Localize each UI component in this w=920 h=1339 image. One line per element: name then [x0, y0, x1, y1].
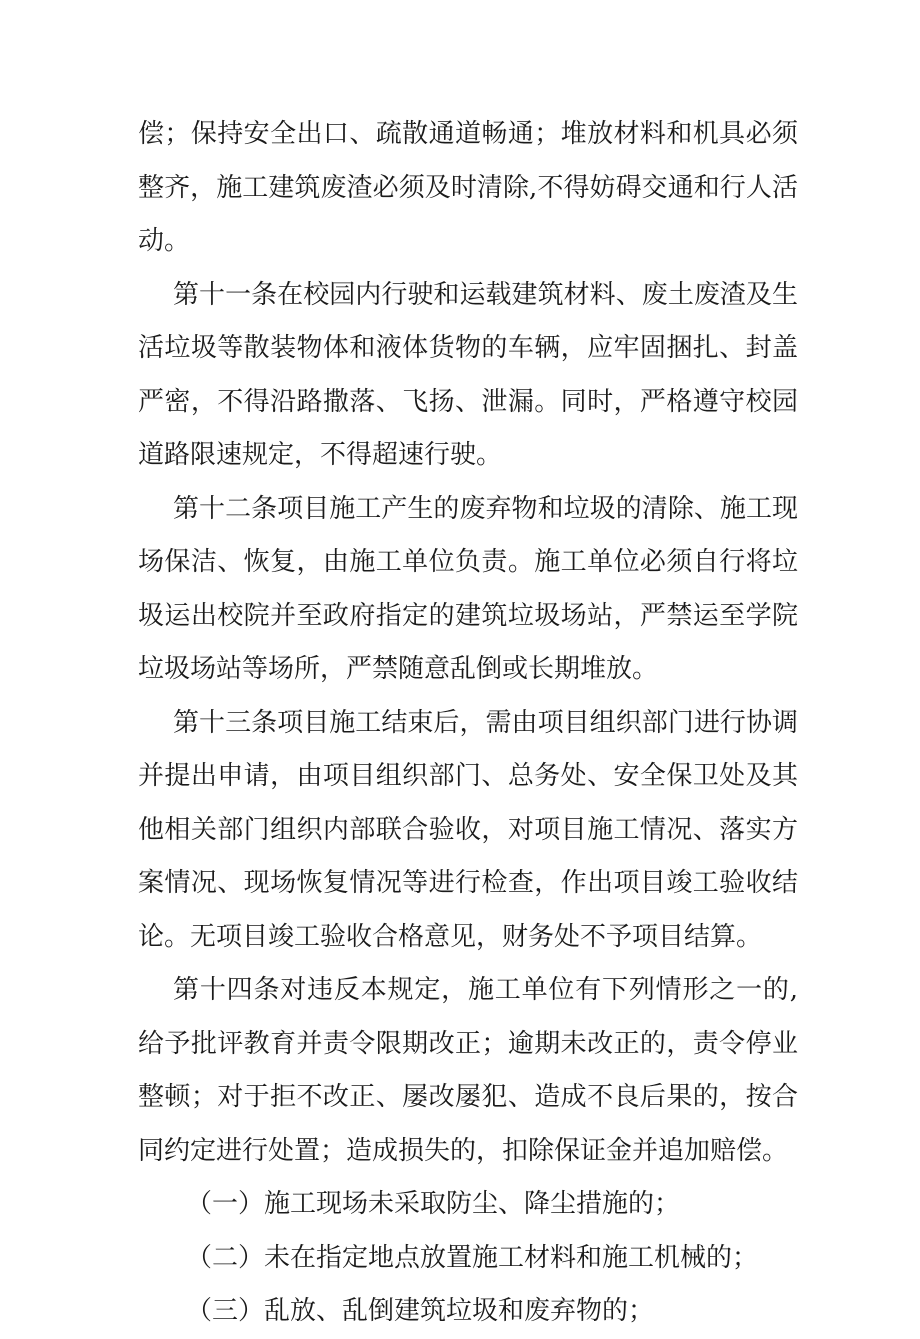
- paragraph-article-13: 第十三条项目施工结束后，需由项目组织部门进行协调并提出申请，由项目组织部门、总务处、安全保卫处及其他相关部门组织内部联合验收，对项目施工情况、落实方案情况、现场恢复情况等进行检查，作出项目竣工验收结论。无项目竣工验收合格意见，财务处不予项目结算。: [138, 707, 798, 952]
- paragraph-continuation: 偿；保持安全出口、疏散通道畅通；堆放材料和机具必须整齐，施工建筑废渣必须及时清除,不得妨碍交通和行人活动。: [138, 119, 798, 256]
- paragraph-article-14: 第十四条对违反本规定，施工单位有下列情形之一的,给予批评教育并责令限期改正；逾期未改正的，责令停业整顿；对于拒不改正、屡改屡犯、造成不良后果的，按合同约定进行处置；造成损失的，扣除保证金并追加赔偿。: [138, 975, 798, 1166]
- paragraph-article-12: 第十二条项目施工产生的废弃物和垃圾的清除、施工现场保洁、恢复，由施工单位负责。施工单位必须自行将垃圾运出校院并至政府指定的建筑垃圾场站，严禁运至学院垃圾场站等场所，严禁随意乱倒或长期堆放。: [138, 493, 798, 684]
- list-item-2: （二）未在指定地点放置施工材料和施工机械的；: [186, 1242, 759, 1273]
- paragraph-article-11: 第十一条在校园内行驶和运载建筑材料、废土废渣及生活垃圾等散装物体和液体货物的车辆，应牢固捆扎、封盖严密，不得沿路撒落、飞扬、泄漏。同时，严格遵守校园道路限速规定，不得超速行驶。: [138, 279, 798, 470]
- list-item-3: （三）乱放、乱倒建筑垃圾和废弃物的；: [186, 1296, 655, 1326]
- document-body: [138, 108, 798, 1339]
- list-item-1: （一）施工现场未采取防尘、降尘措施的；: [186, 1189, 681, 1219]
